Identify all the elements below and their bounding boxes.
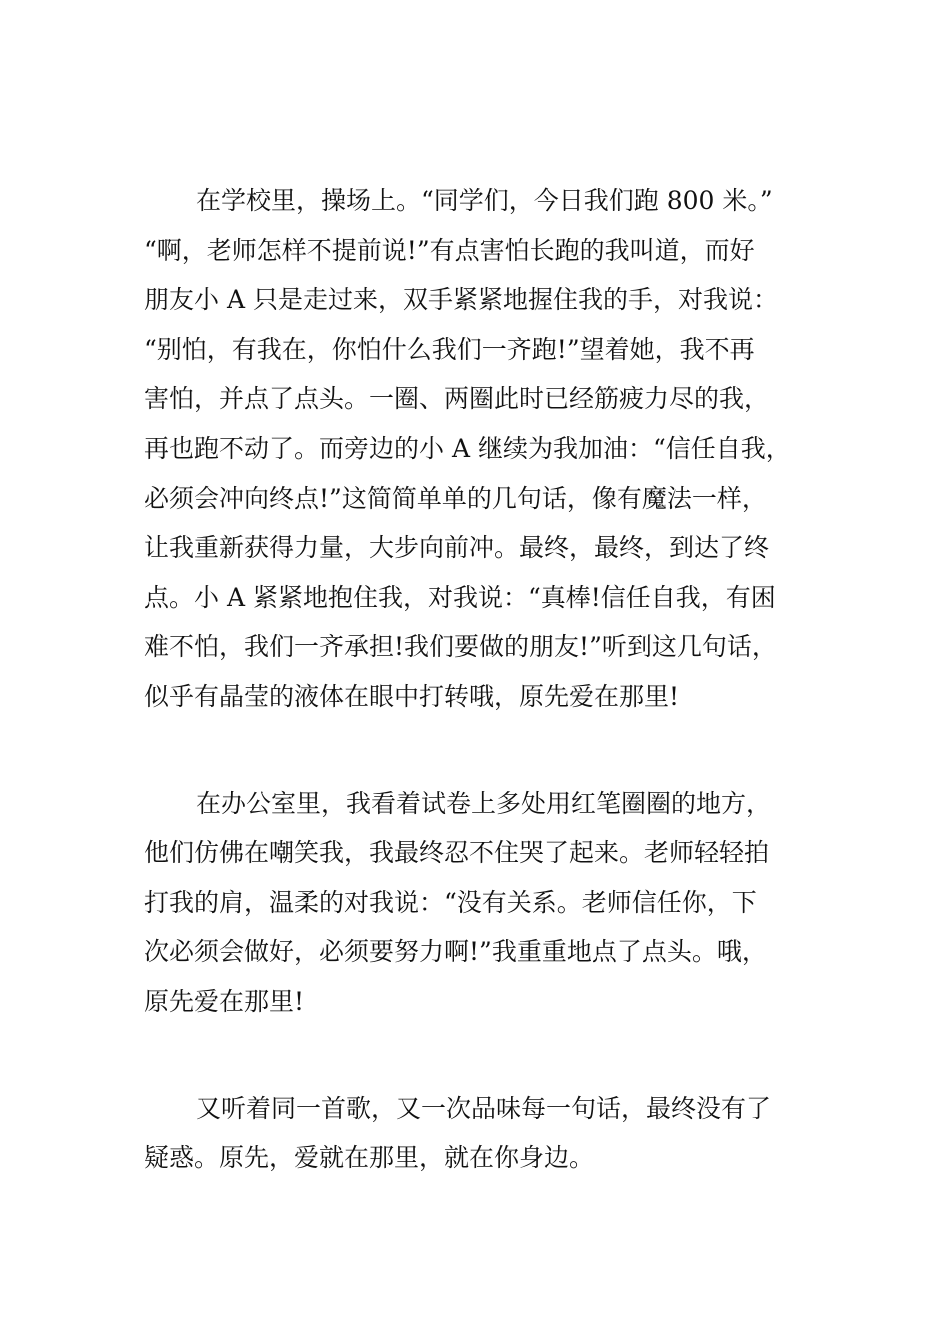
- text-line: 再也跑不动了。而旁边的小 A 继续为我加油：“信任自我，: [144, 433, 791, 463]
- text-line: 他们仿佛在嘲笑我，我最终忍不住哭了起来。老师轻轻拍: [144, 838, 770, 868]
- text-line: 害怕，并点了点头。一圈、两圈此时已经筋疲力尽的我，: [144, 384, 770, 414]
- text-line: “啊，老师怎样不提前说!”有点害怕长跑的我叫道，而好: [144, 235, 755, 265]
- text-line: 又听着同一首歌，又一次品味每一句话，最终没有了: [196, 1093, 772, 1123]
- text-line: 难不怕，我们一齐承担!我们要做的朋友!”听到这几句话，: [144, 632, 777, 662]
- text-line: 次必须会做好，必须要努力啊!”我重重地点了点头。哦，: [144, 937, 767, 967]
- text-line: 似乎有晶莹的液体在眼中打转哦，原先爱在那里!: [144, 681, 680, 711]
- document-body: [144, 176, 824, 1183]
- paragraph-gap: [144, 1027, 824, 1084]
- text-line: 在办公室里，我看着试卷上多处用红笔圈圈的地方，: [196, 788, 772, 818]
- paragraph-playground: [144, 176, 824, 722]
- text-line: 打我的肩，温柔的对我说：“没有关系。老师信任你，下: [144, 887, 757, 917]
- text-line: 疑惑。原先，爱就在那里，就在你身边。: [144, 1143, 595, 1173]
- text-line: 让我重新获得力量，大步向前冲。最终，最终，到达了终: [144, 533, 770, 563]
- text-line: 在学校里，操场上。“同学们，今日我们跑 800 米。”: [196, 186, 773, 215]
- paragraph-office: [144, 779, 824, 1027]
- text-line: 点。小 A 紧紧地抱住我，对我说：“真棒!信任自我，有困: [144, 582, 776, 612]
- paragraph-conclusion: [144, 1084, 824, 1183]
- text-line: 原先爱在那里!: [144, 986, 305, 1016]
- text-line: 必须会冲向终点!”这简简单单的几句话，像有魔法一样，: [144, 483, 767, 513]
- text-line: 朋友小 A 只是走过来，双手紧紧地握住我的手，对我说：: [144, 285, 778, 315]
- paragraph-gap: [144, 722, 824, 779]
- text-line: “别怕，有我在，你怕什么我们一齐跑!”望着她，我不再: [144, 334, 755, 364]
